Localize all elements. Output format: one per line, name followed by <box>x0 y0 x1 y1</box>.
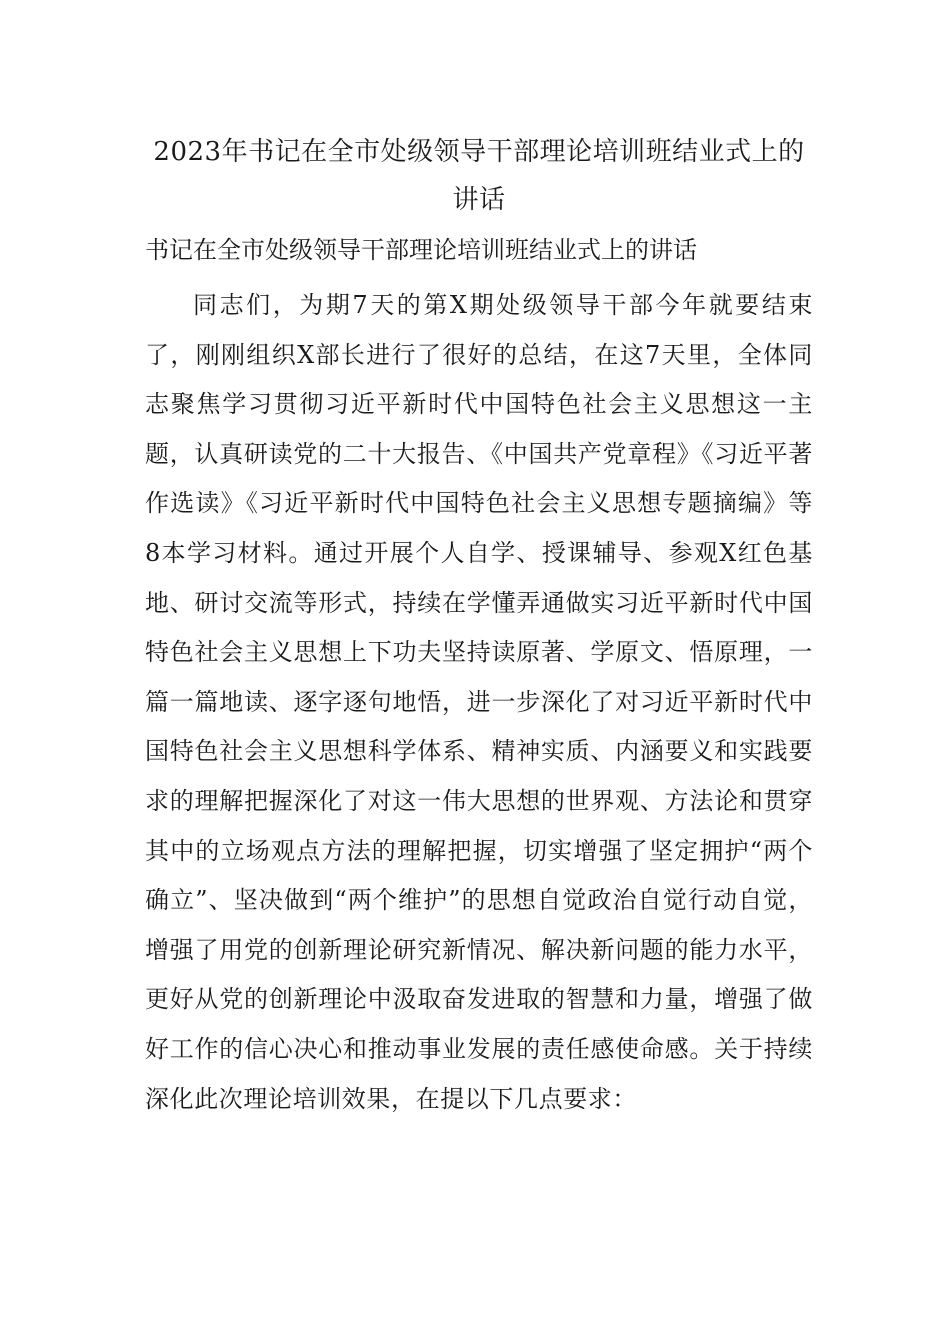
document-title: 2023年书记在全市处级领导干部理论培训班结业式上的讲话 <box>153 137 805 215</box>
document-subtitle: 书记在全市处级领导干部理论培训班结业式上的讲话 <box>145 236 697 264</box>
body-paragraph: 同志们，为期7天的第X期处级领导干部今年就要结束了，刚刚组织X部长进行了很好的总结，在这7天里，全体同志聚焦学习贯彻习近平新时代中国特色社会主义思想这一主题，认真研读党的二十大报告、《中国共产党章程》《习近平著作选读》《习近平新时代中国特色社会主义思想专题摘编》等8本学习材料。通过开展个人自学、授课辅导、参观X红色基地、研讨交流等形式，持续在学懂弄通做实习近平新时代中国特色社会主义思想上下功夫坚持读原著、学原文、悟原理，一篇一篇地读、逐字逐句地悟，进一步深化了对习近平新时代中国特色社会主义思想科学体系、精神实质、内涵要义和实践要求的理解把握深化了对这一伟大思想的世界观、方法论和贯穿其中的立场观点方法的理解把握，切实增强了坚定拥护“两个确立”、坚决做到“两个维护”的思想自觉政治自觉行动自觉，增强了用党的创新理论研究新情况、解决新问题的能力水平，更好从党的创新理论中汲取奋发进取的智慧和力量，增强了做好工作的信心决心和推动事业发展的责任感使命感。关于持续深化此次理论培训效果，在提以下几点要求： <box>145 291 813 1113</box>
